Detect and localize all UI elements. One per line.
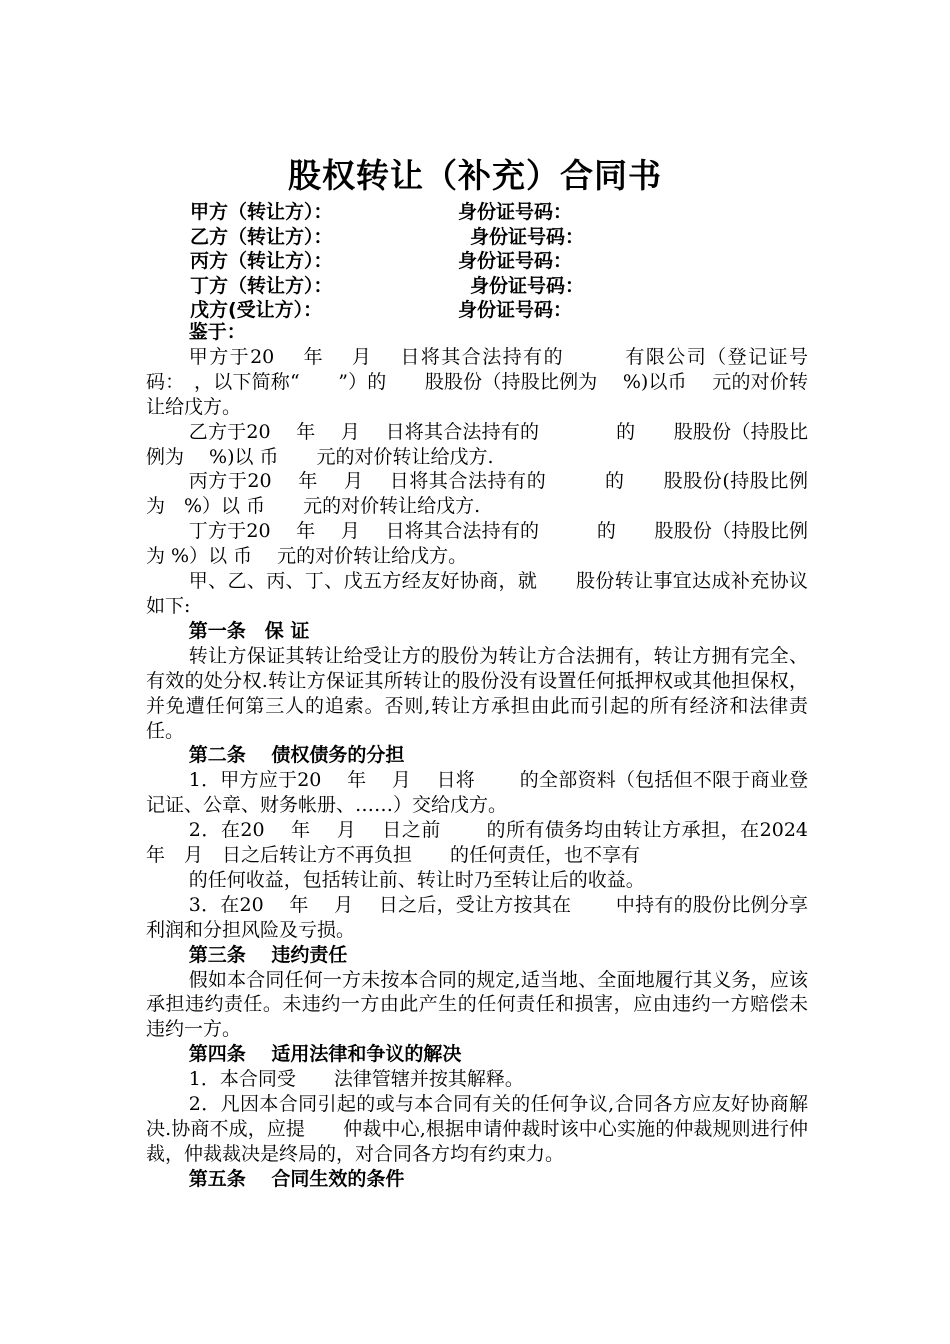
article-paragraph: 2．在20 年 月 日之前 的所有债务均由转让方承担，在2024年 月 日之后转让方不再负担 的任何责任，也不享有 (146, 819, 808, 867)
recital-paragraph: 丙方于20 年 月 日将其合法持有的 的 股股份(持股比例为 %）以 币 元的对价转让给戊方. (146, 470, 808, 518)
party-role: 甲方（转让方）： (190, 201, 333, 223)
article-paragraph: 假如本合同任何一方未按本合同的规定,适当地、全面地履行其义务，应该承担违约责任。未违约一方由此产生的任何责任和损害，应由违约一方赔偿未违约一方。 (146, 968, 808, 1041)
article-heading: 第一条 保 证 (188, 619, 310, 642)
article-paragraph: 1．甲方应于20 年 月 日将 的全部资料（包括但不限于商业登记证、公章、财务帐册、……）交给戊方。 (146, 769, 808, 817)
article-heading: 第四条 适用法律和争议的解决 (188, 1043, 462, 1066)
party-id-label: 身份证号码： (470, 274, 585, 297)
document-title: 股权转让（补充）合同书 (288, 156, 662, 195)
recital-paragraph: 甲方于20 年 月 日将其合法持有的 有限公司（登记证号码： ，以下简称“ ”）的 股股份（持股比例为 %)以币 元的对价转让给戊方。 (146, 345, 808, 418)
article-paragraph: 转让方保证其转让给受让方的股份为转让方合法拥有，转让方拥有完全、有效的处分权.转让方保证其所转让的股份没有设置任何抵押权或其他担保权，并免遭任何第三人的追索。否则,转让方承担由此而引起的所有经济和法律责任。 (146, 644, 808, 742)
article-heading: 第三条 违约责任 (188, 943, 348, 966)
whereas-heading: 鉴于： (188, 321, 246, 343)
article-heading: 第五条 合同生效的条件 (188, 1167, 405, 1190)
party-id-label: 身份证号码： (458, 201, 573, 223)
party-role: 乙方（转让方）： (190, 225, 333, 248)
article-paragraph: 3．在20 年 月 日之后，受让方按其在 中持有的股份比例分享利润和分担风险及亏损。 (146, 893, 808, 941)
party-role: 丁方（转让方）： (190, 274, 333, 297)
article-heading: 第二条 债权债务的分担 (188, 744, 405, 767)
party-role: 戊方(受让方）： (190, 299, 323, 321)
recital-paragraph: 丁方于20 年 月 日将其合法持有的 的 股股份（持股比例为 %）以 币 元的对价转让给戊方。 (146, 520, 808, 568)
party-id-label: 身份证号码： (458, 299, 573, 321)
party-role: 丙方（转让方）： (190, 250, 333, 272)
article-paragraph: 2．凡因本合同引起的或与本合同有关的任何争议,合同各方应友好协商解决.协商不成，应提 仲裁中心,根据申请仲裁时该中心实施的仲裁规则进行仲裁，仲裁裁决是终局的，对合同各方均有约束力。 (146, 1093, 808, 1165)
party-id-label: 身份证号码： (470, 225, 585, 248)
recital-paragraph: 甲、乙、丙、丁、戊五方经友好协商，就 股份转让事宜达成补充协议如下: (146, 570, 808, 617)
contract-body (146, 320, 808, 1192)
recital-paragraph: 乙方于20 年 月 日将其合法持有的 的 股股份（持股比例为 %)以 币 元的对价转让给戊方. (146, 420, 808, 468)
party-id-label: 身份证号码： (458, 250, 573, 272)
article-paragraph: 1．本合同受 法律管辖并按其解释。 (188, 1068, 524, 1091)
article-paragraph: 的任何收益，包括转让前、转让时乃至转让后的收益。 (188, 868, 645, 891)
